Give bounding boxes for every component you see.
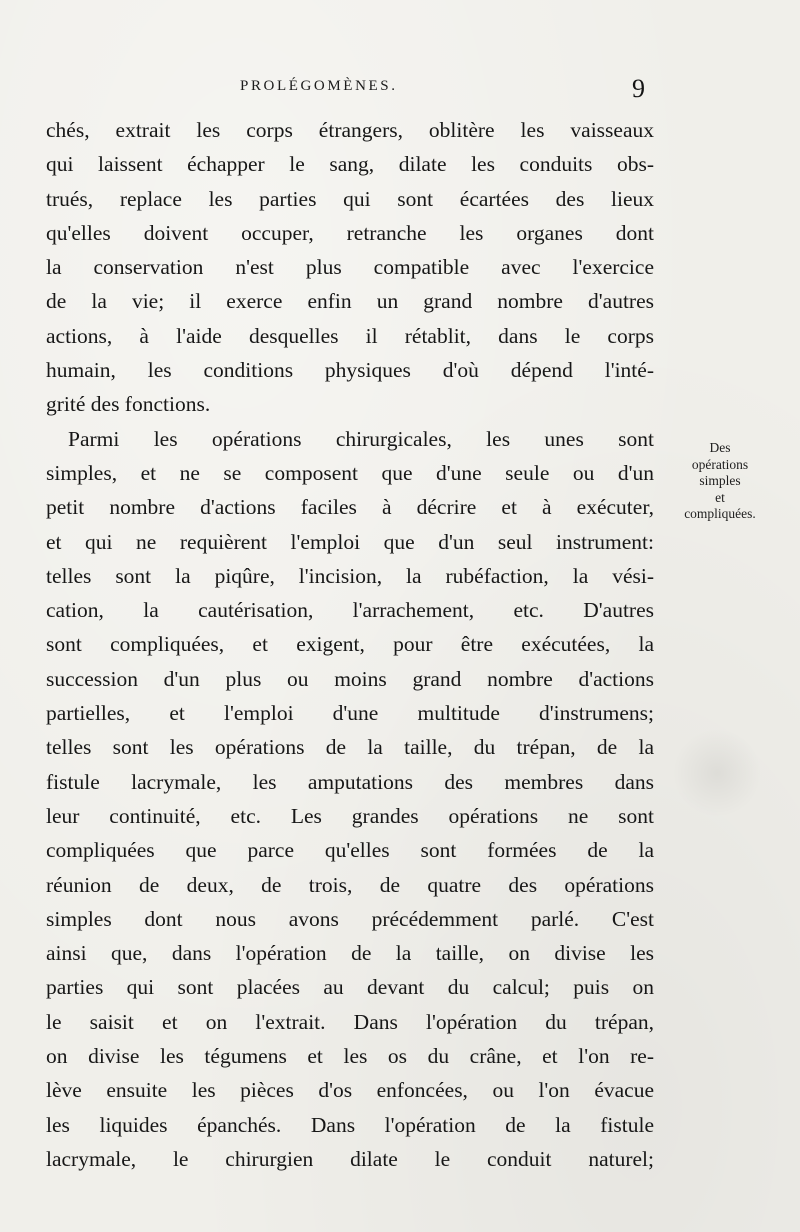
show-through-smudge: [672, 728, 762, 818]
text-line: la conservation n'est plus compatible avec l'exercice: [46, 255, 654, 280]
text-line: cation, la cautérisation, l'arrachement, etc. D'autres: [46, 598, 654, 623]
body-text: [46, 113, 654, 1176]
text-line: humain, les conditions physiques d'où dépend l'inté-: [46, 358, 654, 383]
margin-note: [660, 440, 780, 523]
running-title: PROLÉGOMÈNES.: [240, 78, 398, 94]
text-line: simples dont nous avons précédemment parlé. C'est: [46, 906, 654, 931]
text-line: parties qui sont placées au devant du calcul; puis on: [46, 975, 654, 1000]
text-line: simples, et ne se composent que d'une seule ou d'un: [46, 460, 654, 485]
margin-note-line: et: [715, 489, 725, 505]
text-line: grité des fonctions.: [46, 392, 211, 417]
text-line: réunion de deux, de trois, de quatre des opérations: [46, 872, 654, 897]
margin-note-line: simples: [699, 473, 741, 488]
text-line: petit nombre d'actions faciles à décrire et à exécuter,: [46, 495, 654, 520]
text-line: trués, replace les parties qui sont écartées des lieux: [46, 186, 654, 211]
text-line: Parmi les opérations chirurgicales, les unes sont: [68, 426, 654, 451]
text-line: de la vie; il exerce enfin un grand nombre d'autres: [46, 289, 654, 314]
text-line: on divise les tégumens et les os du crâne, et l'on re-: [46, 1044, 654, 1069]
margin-note-line: opérations: [691, 456, 749, 472]
margin-note-line: compliquées.: [684, 506, 756, 521]
text-line: chés, extrait les corps étrangers, oblitère les vaisseaux: [46, 118, 654, 142]
text-line: le saisit et on l'extrait. Dans l'opération du trépan,: [46, 1009, 654, 1034]
text-line: compliquées que parce qu'elles sont formées de la: [46, 838, 654, 863]
running-head: [0, 74, 800, 103]
text-line: qu'elles doivent occuper, retranche les organes dont: [46, 220, 654, 245]
text-line: ainsi que, dans l'opération de la taille, on divise les: [46, 941, 654, 966]
page-number: 9: [632, 74, 645, 103]
text-line: partielles, et l'emploi d'une multitude d'instrumens;: [46, 701, 654, 726]
margin-note-line: Des: [709, 440, 731, 455]
text-line: telles sont la piqûre, l'incision, la rubéfaction, la vési-: [46, 563, 654, 588]
text-line: lacrymale, le chirurgien dilate le conduit naturel;: [46, 1146, 654, 1171]
text-line: telles sont les opérations de la taille, du trépan, de la: [46, 735, 654, 760]
text-line: sont compliquées, et exigent, pour être exécutées, la: [46, 632, 654, 657]
text-line: actions, à l'aide desquelles il rétablit, dans le corps: [46, 323, 654, 348]
text-line: qui laissent échapper le sang, dilate les conduits obs-: [46, 152, 654, 177]
text-line: fistule lacrymale, les amputations des membres dans: [46, 769, 654, 794]
text-line: succession d'un plus ou moins grand nombre d'actions: [46, 666, 654, 691]
text-line: et qui ne requièrent l'emploi que d'un seul instrument:: [46, 529, 654, 554]
text-line: leur continuité, etc. Les grandes opérations ne sont: [46, 803, 654, 828]
text-line: les liquides épanchés. Dans l'opération de la fistule: [46, 1112, 654, 1137]
text-line: lève ensuite les pièces d'os enfoncées, ou l'on évacue: [46, 1078, 654, 1103]
